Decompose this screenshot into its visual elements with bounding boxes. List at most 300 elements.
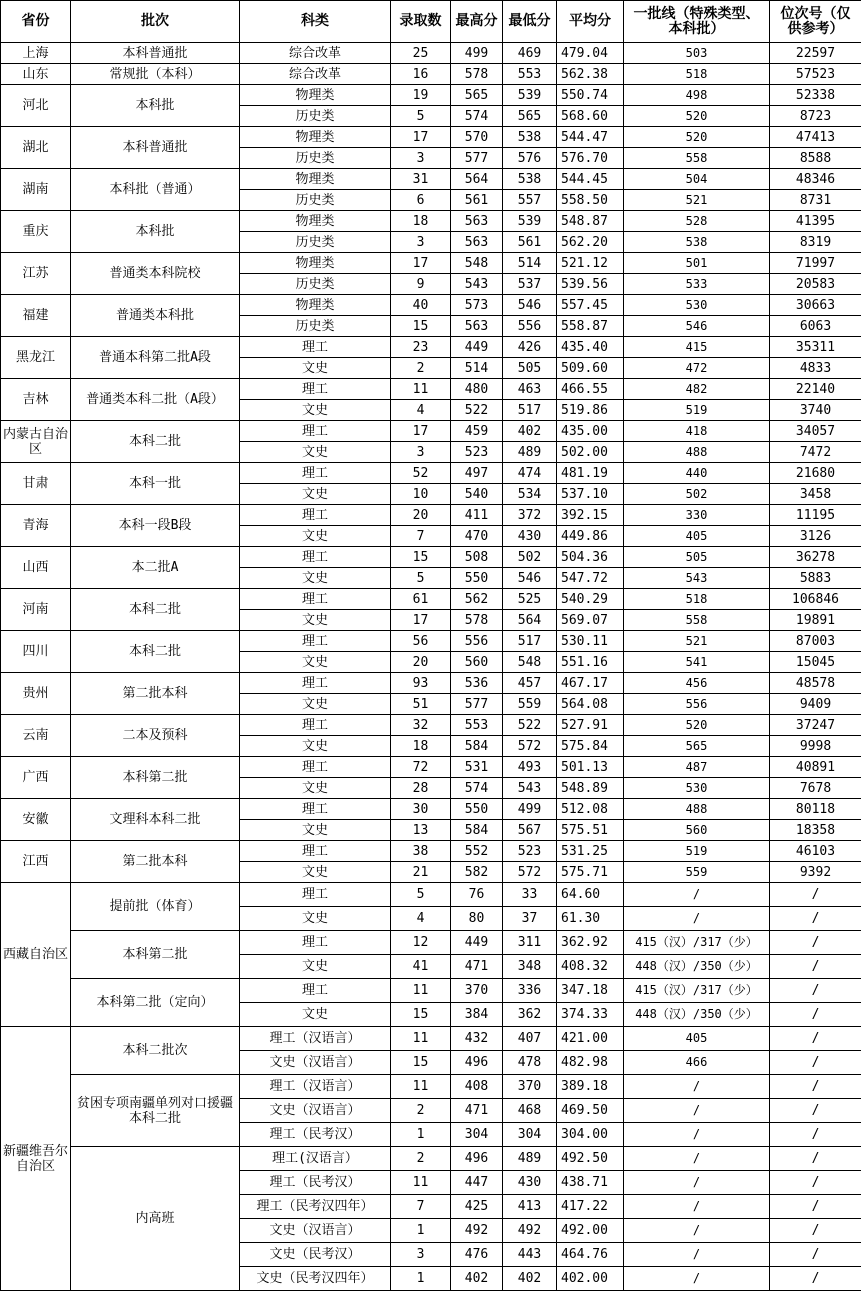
- province-cell: 湖南: [1, 169, 71, 211]
- first-line-cell: 521: [624, 190, 770, 211]
- batch-cell: 本科批: [71, 211, 240, 253]
- rank-cell: 37247: [770, 715, 861, 736]
- min-cell: 489: [503, 442, 557, 463]
- table-row: [1, 169, 861, 190]
- province-cell: 山西: [1, 547, 71, 589]
- min-cell: 538: [503, 127, 557, 148]
- min-cell: 546: [503, 568, 557, 589]
- subject-cell: 文史: [240, 694, 391, 715]
- subject-cell: 理工（汉语言）: [240, 1027, 391, 1051]
- max-cell: 522: [451, 400, 503, 421]
- rank-cell: /: [770, 1171, 861, 1195]
- avg-cell: 544.47: [557, 127, 624, 148]
- subject-cell: 文史: [240, 955, 391, 979]
- rank-cell: /: [770, 1003, 861, 1027]
- first-line-cell: 530: [624, 778, 770, 799]
- subject-cell: 理工: [240, 673, 391, 694]
- subject-cell: 综合改革: [240, 64, 391, 85]
- count-cell: 7: [391, 1195, 451, 1219]
- province-cell: 河北: [1, 85, 71, 127]
- rank-cell: 71997: [770, 253, 861, 274]
- table-row: [1, 337, 861, 358]
- first-line-cell: 498: [624, 85, 770, 106]
- avg-cell: 548.87: [557, 211, 624, 232]
- header-count: 录取数: [391, 1, 451, 43]
- province-cell: 重庆: [1, 211, 71, 253]
- max-cell: 514: [451, 358, 503, 379]
- first-line-cell: /: [624, 1075, 770, 1099]
- first-line-cell: 503: [624, 43, 770, 64]
- batch-cell: 普通类本科二批（A段）: [71, 379, 240, 421]
- max-cell: 432: [451, 1027, 503, 1051]
- batch-cell: 本科二批次: [71, 1027, 240, 1075]
- rank-cell: 48578: [770, 673, 861, 694]
- count-cell: 17: [391, 610, 451, 631]
- avg-cell: 389.18: [557, 1075, 624, 1099]
- min-cell: 517: [503, 631, 557, 652]
- avg-cell: 564.08: [557, 694, 624, 715]
- min-cell: 539: [503, 85, 557, 106]
- first-line-cell: /: [624, 1099, 770, 1123]
- min-cell: 534: [503, 484, 557, 505]
- min-cell: 522: [503, 715, 557, 736]
- rank-cell: /: [770, 979, 861, 1003]
- max-cell: 563: [451, 316, 503, 337]
- batch-cell: 本科一段B段: [71, 505, 240, 547]
- count-cell: 32: [391, 715, 451, 736]
- min-cell: 402: [503, 421, 557, 442]
- subject-cell: 物理类: [240, 295, 391, 316]
- province-cell: 甘肃: [1, 463, 71, 505]
- count-cell: 20: [391, 652, 451, 673]
- table-row: [1, 931, 861, 955]
- avg-cell: 392.15: [557, 505, 624, 526]
- max-cell: 496: [451, 1147, 503, 1171]
- subject-cell: 文史（汉语言）: [240, 1219, 391, 1243]
- min-cell: 311: [503, 931, 557, 955]
- batch-cell: 本科第二批（定向）: [71, 979, 240, 1027]
- max-cell: 573: [451, 295, 503, 316]
- header-first-line: 一批线（特殊类型、本科批）: [624, 1, 770, 43]
- subject-cell: 历史类: [240, 232, 391, 253]
- min-cell: 556: [503, 316, 557, 337]
- batch-cell: 提前批（体育）: [71, 883, 240, 931]
- count-cell: 15: [391, 316, 451, 337]
- count-cell: 40: [391, 295, 451, 316]
- min-cell: 565: [503, 106, 557, 127]
- subject-cell: 历史类: [240, 106, 391, 127]
- first-line-cell: 448（汉）/350（少）: [624, 955, 770, 979]
- max-cell: 550: [451, 568, 503, 589]
- province-cell: 吉林: [1, 379, 71, 421]
- max-cell: 563: [451, 211, 503, 232]
- rank-cell: 106846: [770, 589, 861, 610]
- max-cell: 449: [451, 337, 503, 358]
- subject-cell: 理工: [240, 631, 391, 652]
- count-cell: 5: [391, 106, 451, 127]
- avg-cell: 551.16: [557, 652, 624, 673]
- batch-cell: 贫困专项南疆单列对口援疆本科二批: [71, 1075, 240, 1147]
- rank-cell: 3126: [770, 526, 861, 547]
- count-cell: 23: [391, 337, 451, 358]
- max-cell: 582: [451, 862, 503, 883]
- avg-cell: 408.32: [557, 955, 624, 979]
- subject-cell: 物理类: [240, 169, 391, 190]
- first-line-cell: 560: [624, 820, 770, 841]
- count-cell: 3: [391, 442, 451, 463]
- first-line-cell: 505: [624, 547, 770, 568]
- rank-cell: /: [770, 931, 861, 955]
- table-row: [1, 715, 861, 736]
- count-cell: 11: [391, 1027, 451, 1051]
- avg-cell: 479.04: [557, 43, 624, 64]
- batch-cell: 本科普通批: [71, 127, 240, 169]
- avg-cell: 569.07: [557, 610, 624, 631]
- province-cell: 河南: [1, 589, 71, 631]
- subject-cell: 理工: [240, 979, 391, 1003]
- first-line-cell: 504: [624, 169, 770, 190]
- batch-cell: 本二批A: [71, 547, 240, 589]
- min-cell: 469: [503, 43, 557, 64]
- min-cell: 559: [503, 694, 557, 715]
- count-cell: 18: [391, 211, 451, 232]
- count-cell: 17: [391, 127, 451, 148]
- min-cell: 553: [503, 64, 557, 85]
- avg-cell: 482.98: [557, 1051, 624, 1075]
- first-line-cell: 558: [624, 148, 770, 169]
- first-line-cell: 533: [624, 274, 770, 295]
- avg-cell: 492.50: [557, 1147, 624, 1171]
- rank-cell: /: [770, 1243, 861, 1267]
- min-cell: 572: [503, 862, 557, 883]
- max-cell: 459: [451, 421, 503, 442]
- subject-cell: 文史: [240, 1003, 391, 1027]
- batch-cell: 本科第二批: [71, 931, 240, 979]
- min-cell: 572: [503, 736, 557, 757]
- max-cell: 304: [451, 1123, 503, 1147]
- count-cell: 2: [391, 1147, 451, 1171]
- count-cell: 2: [391, 358, 451, 379]
- avg-cell: 544.45: [557, 169, 624, 190]
- first-line-cell: 418: [624, 421, 770, 442]
- province-cell: 广西: [1, 757, 71, 799]
- subject-cell: 历史类: [240, 274, 391, 295]
- avg-cell: 438.71: [557, 1171, 624, 1195]
- min-cell: 468: [503, 1099, 557, 1123]
- min-cell: 443: [503, 1243, 557, 1267]
- first-line-cell: 501: [624, 253, 770, 274]
- header-batch: 批次: [71, 1, 240, 43]
- rank-cell: 7472: [770, 442, 861, 463]
- subject-cell: 理工: [240, 589, 391, 610]
- first-line-cell: 558: [624, 610, 770, 631]
- max-cell: 561: [451, 190, 503, 211]
- max-cell: 492: [451, 1219, 503, 1243]
- province-cell: 青海: [1, 505, 71, 547]
- subject-cell: 综合改革: [240, 43, 391, 64]
- rank-cell: 41395: [770, 211, 861, 232]
- province-cell: 西藏自治区: [1, 883, 71, 1027]
- subject-cell: 理工: [240, 883, 391, 907]
- rank-cell: /: [770, 1219, 861, 1243]
- batch-cell: 本科二批: [71, 631, 240, 673]
- subject-cell: 理工: [240, 463, 391, 484]
- rank-cell: 15045: [770, 652, 861, 673]
- first-line-cell: 518: [624, 589, 770, 610]
- subject-cell: 文史: [240, 400, 391, 421]
- avg-cell: 568.60: [557, 106, 624, 127]
- batch-cell: 本科普通批: [71, 43, 240, 64]
- first-line-cell: /: [624, 1243, 770, 1267]
- min-cell: 348: [503, 955, 557, 979]
- min-cell: 33: [503, 883, 557, 907]
- batch-cell: 普通类本科院校: [71, 253, 240, 295]
- rank-cell: 3458: [770, 484, 861, 505]
- table-row: [1, 673, 861, 694]
- first-line-cell: 565: [624, 736, 770, 757]
- max-cell: 408: [451, 1075, 503, 1099]
- count-cell: 5: [391, 568, 451, 589]
- min-cell: 502: [503, 547, 557, 568]
- min-cell: 474: [503, 463, 557, 484]
- max-cell: 480: [451, 379, 503, 400]
- batch-cell: 本科二批: [71, 421, 240, 463]
- max-cell: 471: [451, 955, 503, 979]
- max-cell: 449: [451, 931, 503, 955]
- avg-cell: 402.00: [557, 1267, 624, 1291]
- avg-cell: 492.00: [557, 1219, 624, 1243]
- subject-cell: 文史: [240, 820, 391, 841]
- min-cell: 37: [503, 907, 557, 931]
- min-cell: 478: [503, 1051, 557, 1075]
- subject-cell: 理工: [240, 799, 391, 820]
- count-cell: 4: [391, 400, 451, 421]
- batch-cell: 本科二批: [71, 589, 240, 631]
- table-row: [1, 1147, 861, 1171]
- avg-cell: 521.12: [557, 253, 624, 274]
- avg-cell: 575.84: [557, 736, 624, 757]
- count-cell: 9: [391, 274, 451, 295]
- max-cell: 543: [451, 274, 503, 295]
- batch-cell: 内高班: [71, 1147, 240, 1291]
- first-line-cell: 519: [624, 400, 770, 421]
- batch-cell: 本科一批: [71, 463, 240, 505]
- rank-cell: 19891: [770, 610, 861, 631]
- min-cell: 413: [503, 1195, 557, 1219]
- header-row: [1, 1, 861, 43]
- count-cell: 30: [391, 799, 451, 820]
- max-cell: 550: [451, 799, 503, 820]
- first-line-cell: 546: [624, 316, 770, 337]
- batch-cell: 常规批（本科）: [71, 64, 240, 85]
- first-line-cell: 405: [624, 526, 770, 547]
- count-cell: 11: [391, 1075, 451, 1099]
- subject-cell: 文史: [240, 862, 391, 883]
- rank-cell: 8723: [770, 106, 861, 127]
- max-cell: 574: [451, 106, 503, 127]
- max-cell: 548: [451, 253, 503, 274]
- count-cell: 3: [391, 148, 451, 169]
- batch-cell: 第二批本科: [71, 673, 240, 715]
- min-cell: 523: [503, 841, 557, 862]
- count-cell: 6: [391, 190, 451, 211]
- rank-cell: 40891: [770, 757, 861, 778]
- max-cell: 563: [451, 232, 503, 253]
- count-cell: 25: [391, 43, 451, 64]
- rank-cell: 47413: [770, 127, 861, 148]
- batch-cell: 普通本科第二批A段: [71, 337, 240, 379]
- rank-cell: 80118: [770, 799, 861, 820]
- first-line-cell: /: [624, 1147, 770, 1171]
- min-cell: 543: [503, 778, 557, 799]
- max-cell: 560: [451, 652, 503, 673]
- table-row: [1, 127, 861, 148]
- table-row: [1, 379, 861, 400]
- province-cell: 内蒙古自治区: [1, 421, 71, 463]
- rank-cell: 8731: [770, 190, 861, 211]
- subject-cell: 理工: [240, 931, 391, 955]
- first-line-cell: 440: [624, 463, 770, 484]
- subject-cell: 文史（民考汉四年）: [240, 1267, 391, 1291]
- first-line-cell: /: [624, 883, 770, 907]
- first-line-cell: /: [624, 1219, 770, 1243]
- count-cell: 11: [391, 379, 451, 400]
- max-cell: 577: [451, 148, 503, 169]
- subject-cell: 文史: [240, 358, 391, 379]
- min-cell: 426: [503, 337, 557, 358]
- min-cell: 492: [503, 1219, 557, 1243]
- avg-cell: 501.13: [557, 757, 624, 778]
- count-cell: 11: [391, 979, 451, 1003]
- max-cell: 402: [451, 1267, 503, 1291]
- first-line-cell: 518: [624, 64, 770, 85]
- min-cell: 567: [503, 820, 557, 841]
- min-cell: 517: [503, 400, 557, 421]
- count-cell: 41: [391, 955, 451, 979]
- rank-cell: 21680: [770, 463, 861, 484]
- first-line-cell: 487: [624, 757, 770, 778]
- subject-cell: 文史: [240, 526, 391, 547]
- table-row: [1, 64, 861, 85]
- rank-cell: /: [770, 1075, 861, 1099]
- rank-cell: 22140: [770, 379, 861, 400]
- avg-cell: 449.86: [557, 526, 624, 547]
- table-row: [1, 1075, 861, 1099]
- rank-cell: 57523: [770, 64, 861, 85]
- first-line-cell: 415（汉）/317（少）: [624, 979, 770, 1003]
- count-cell: 2: [391, 1099, 451, 1123]
- rank-cell: 30663: [770, 295, 861, 316]
- avg-cell: 557.45: [557, 295, 624, 316]
- count-cell: 12: [391, 931, 451, 955]
- table-row: [1, 1027, 861, 1051]
- count-cell: 7: [391, 526, 451, 547]
- first-line-cell: 520: [624, 715, 770, 736]
- first-line-cell: 520: [624, 106, 770, 127]
- min-cell: 362: [503, 1003, 557, 1027]
- min-cell: 538: [503, 169, 557, 190]
- table-row: [1, 883, 861, 907]
- avg-cell: 530.11: [557, 631, 624, 652]
- avg-cell: 469.50: [557, 1099, 624, 1123]
- min-cell: 576: [503, 148, 557, 169]
- max-cell: 80: [451, 907, 503, 931]
- max-cell: 556: [451, 631, 503, 652]
- first-line-cell: 541: [624, 652, 770, 673]
- avg-cell: 466.55: [557, 379, 624, 400]
- avg-cell: 558.50: [557, 190, 624, 211]
- max-cell: 540: [451, 484, 503, 505]
- rank-cell: 3740: [770, 400, 861, 421]
- min-cell: 499: [503, 799, 557, 820]
- avg-cell: 519.86: [557, 400, 624, 421]
- count-cell: 16: [391, 64, 451, 85]
- max-cell: 564: [451, 169, 503, 190]
- max-cell: 508: [451, 547, 503, 568]
- avg-cell: 550.74: [557, 85, 624, 106]
- count-cell: 15: [391, 1003, 451, 1027]
- avg-cell: 435.00: [557, 421, 624, 442]
- rank-cell: /: [770, 1123, 861, 1147]
- min-cell: 402: [503, 1267, 557, 1291]
- rank-cell: 18358: [770, 820, 861, 841]
- province-cell: 湖北: [1, 127, 71, 169]
- min-cell: 557: [503, 190, 557, 211]
- avg-cell: 537.10: [557, 484, 624, 505]
- first-line-cell: 448（汉）/350（少）: [624, 1003, 770, 1027]
- table-row: [1, 421, 861, 442]
- subject-cell: 理工（民考汉）: [240, 1123, 391, 1147]
- province-cell: 江苏: [1, 253, 71, 295]
- max-cell: 574: [451, 778, 503, 799]
- count-cell: 18: [391, 736, 451, 757]
- header-subject: 科类: [240, 1, 391, 43]
- avg-cell: 527.91: [557, 715, 624, 736]
- max-cell: 531: [451, 757, 503, 778]
- min-cell: 561: [503, 232, 557, 253]
- first-line-cell: 488: [624, 799, 770, 820]
- count-cell: 11: [391, 1171, 451, 1195]
- subject-cell: 物理类: [240, 211, 391, 232]
- avg-cell: 548.89: [557, 778, 624, 799]
- subject-cell: 理工: [240, 547, 391, 568]
- rank-cell: /: [770, 955, 861, 979]
- subject-cell: 文史（汉语言）: [240, 1099, 391, 1123]
- subject-cell: 物理类: [240, 85, 391, 106]
- avg-cell: 64.60: [557, 883, 624, 907]
- subject-cell: 文史: [240, 652, 391, 673]
- count-cell: 93: [391, 673, 451, 694]
- first-line-cell: 556: [624, 694, 770, 715]
- rank-cell: 48346: [770, 169, 861, 190]
- max-cell: 536: [451, 673, 503, 694]
- province-cell: 上海: [1, 43, 71, 64]
- avg-cell: 502.00: [557, 442, 624, 463]
- subject-cell: 理工: [240, 757, 391, 778]
- batch-cell: 本科第二批: [71, 757, 240, 799]
- first-line-cell: 415（汉）/317（少）: [624, 931, 770, 955]
- min-cell: 304: [503, 1123, 557, 1147]
- subject-cell: 文史: [240, 907, 391, 931]
- avg-cell: 512.08: [557, 799, 624, 820]
- first-line-cell: /: [624, 1267, 770, 1291]
- avg-cell: 421.00: [557, 1027, 624, 1051]
- subject-cell: 理工（汉语言）: [240, 1075, 391, 1099]
- table-row: [1, 85, 861, 106]
- max-cell: 570: [451, 127, 503, 148]
- table-row: [1, 463, 861, 484]
- table-row: [1, 799, 861, 820]
